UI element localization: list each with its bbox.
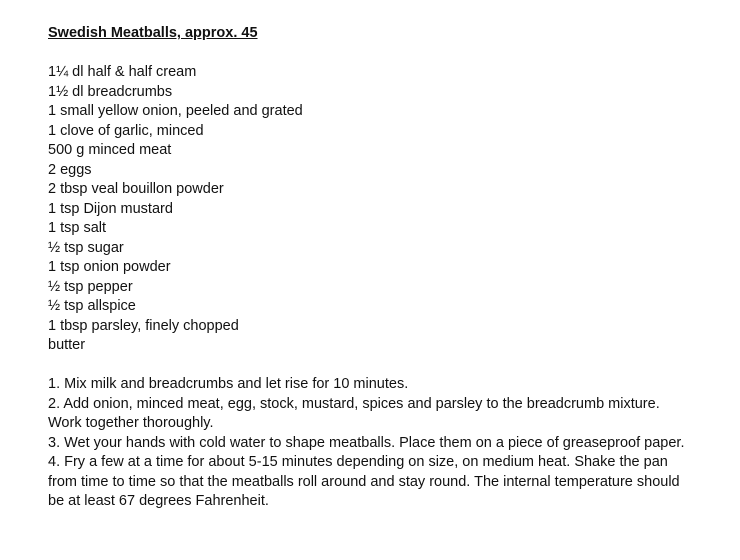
ingredient-item: 500 g minced meat	[48, 142, 172, 158]
instruction-step: 3. Wet your hands with cold water to shape meatballs. Place them on a piece of greaseproof paper.	[48, 434, 685, 451]
ingredient-item: 1¼ dl half & half cream	[48, 64, 197, 80]
instruction-step: 4. Fry a few at a time for about 5-15 minutes depending on size, on medium heat. Shake the pan from time to time so that the meatballs roll around and stay round. The internal temperature should be at least 67 degrees Fahrenheit.	[48, 454, 680, 509]
recipe-title: Swedish Meatballs, approx. 45	[48, 25, 258, 41]
recipe-document	[48, 24, 688, 512]
instruction-list	[48, 375, 688, 512]
ingredient-item: ½ tsp sugar	[48, 239, 124, 256]
instruction-step: 1. Mix milk and breadcrumbs and let rise for 10 minutes.	[48, 376, 409, 392]
ingredient-item: 1 tsp onion powder	[48, 259, 171, 275]
ingredient-item: 1 tsp Dijon mustard	[48, 200, 173, 217]
ingredient-list	[48, 63, 688, 356]
ingredient-item: 1 clove of garlic, minced	[48, 122, 204, 139]
ingredient-item: 1 tbsp parsley, finely chopped	[48, 317, 239, 334]
ingredient-item: 2 tbsp veal bouillon powder	[48, 181, 224, 197]
ingredient-item: 1 tsp salt	[48, 220, 107, 236]
ingredient-item: butter	[48, 337, 86, 353]
spacer	[48, 356, 688, 376]
instruction-step: 2. Add onion, minced meat, egg, stock, mustard, spices and parsley to the breadcrumb mixture. Work together thoroughly.	[48, 395, 660, 431]
spacer	[48, 44, 688, 64]
ingredient-item: 2 eggs	[48, 161, 92, 178]
ingredient-item: 1 small yellow onion, peeled and grated	[48, 103, 303, 119]
ingredient-item: ½ tsp pepper	[48, 278, 133, 295]
ingredient-item: ½ tsp allspice	[48, 298, 136, 314]
ingredient-item: 1½ dl breadcrumbs	[48, 83, 173, 100]
